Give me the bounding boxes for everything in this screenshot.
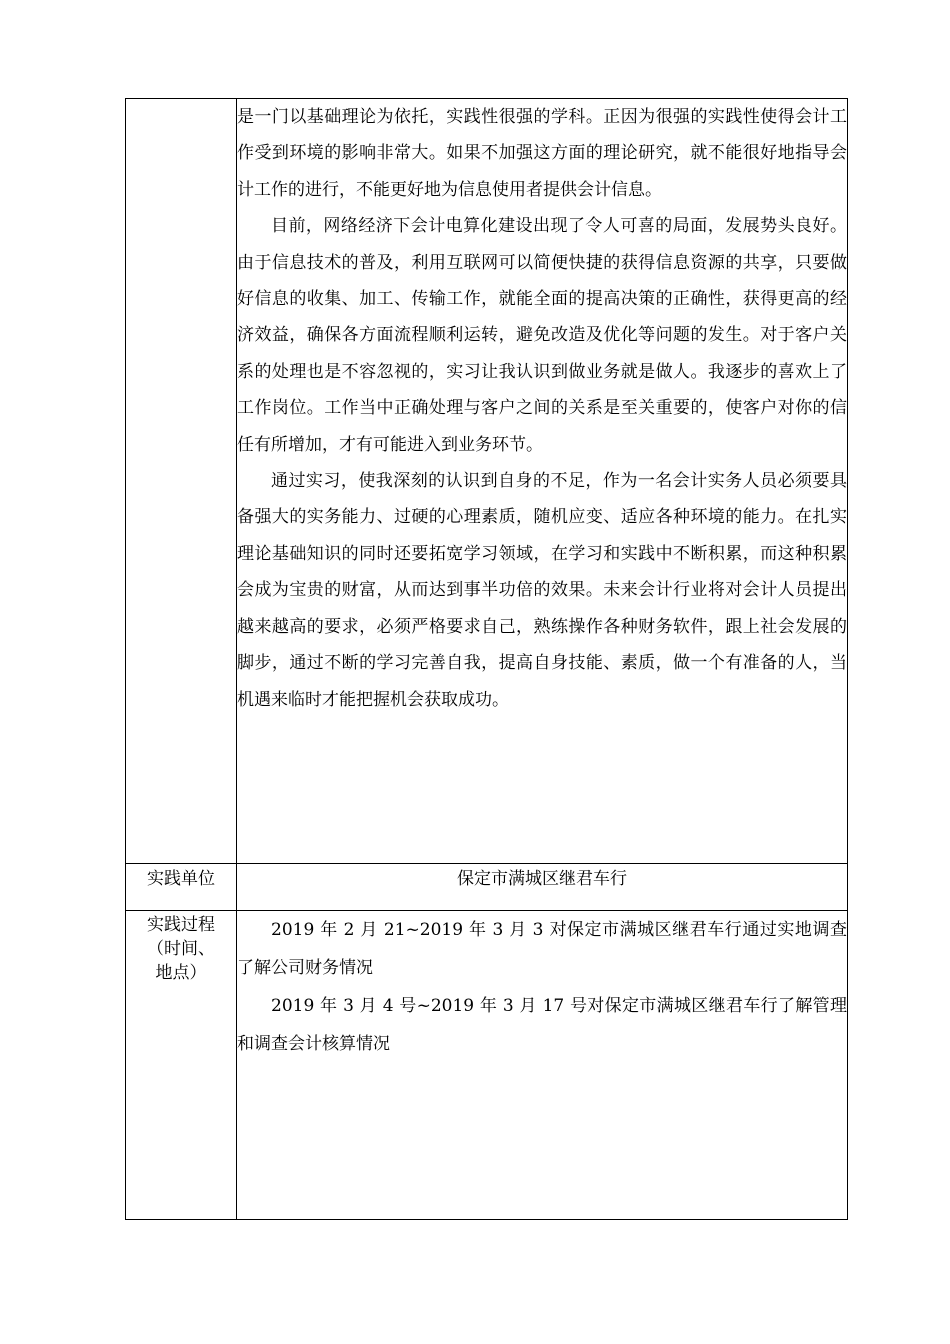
empty-label-cell (126, 99, 237, 864)
practice-process-content (237, 911, 848, 1220)
practice-process-row (126, 911, 848, 1220)
label-line: 地点） (155, 963, 207, 983)
label-line: （时间、 (147, 939, 215, 959)
continued-content-cell (237, 99, 848, 864)
practice-process-label (126, 911, 237, 1220)
practice-unit-value: 保定市满城区继君车行 (237, 864, 848, 911)
paragraph: 通过实习，使我深刻的认识到自身的不足，作为一名会计实务人员必须要具备强大的实务能力、过硬的心理素质，随机应变、适应各种环境的能力。在扎实理论基础知识的同时还要拓宽学习领域，在学习和实践中不断积累，而这种积累会成为宝贵的财富，从而达到事半功倍的效果。未来会计行业将对会计人员提出越来越高的要求，必须严格要求自己，熟练操作各种财务软件，跟上社会发展的脚步，通过不断的学习完善自我，提高自身技能、素质，做一个有准备的人，当机遇来临时才能把握机会获取成功。 (237, 471, 847, 710)
practice-report-table (125, 98, 848, 1220)
paragraph: 目前，网络经济下会计电算化建设出现了令人可喜的局面，发展势头良好。由于信息技术的普及，利用互联网可以简便快捷的获得信息资源的共享，只要做好信息的收集、加工、传输工作，就能全面的提高决策的正确性，获得更高的经济效益，确保各方面流程顺利运转，避免改造及优化等问题的发生。对于客户关系的处理也是不容忽视的，实习让我认识到做业务就是做人。我逐步的喜欢上了工作岗位。工作当中正确处理与客户之间的关系是至关重要的，使客户对你的信任有所增加，才有可能进入到业务环节。 (237, 216, 847, 455)
practice-unit-row (126, 864, 848, 911)
practice-unit-label: 实践单位 (126, 864, 237, 911)
label-line: 实践过程 (147, 915, 215, 935)
process-entry: 2019 年 3 月 4 号~2019 年 3 月 17 号对保定市满城区继君车行了解管理和调查会计核算情况 (237, 996, 847, 1054)
paragraph: 是一门以基础理论为依托，实践性很强的学科。正因为很强的实践性使得会计工作受到环境的影响非常大。如果不加强这方面的理论研究，就不能很好地指导会计工作的进行，不能更好地为信息使用者提供会计信息。 (237, 107, 847, 200)
continued-content-row (126, 99, 848, 864)
process-entry: 2019 年 2 月 21~2019 年 3 月 3 对保定市满城区继君车行通过实地调查了解公司财务情况 (237, 920, 847, 978)
